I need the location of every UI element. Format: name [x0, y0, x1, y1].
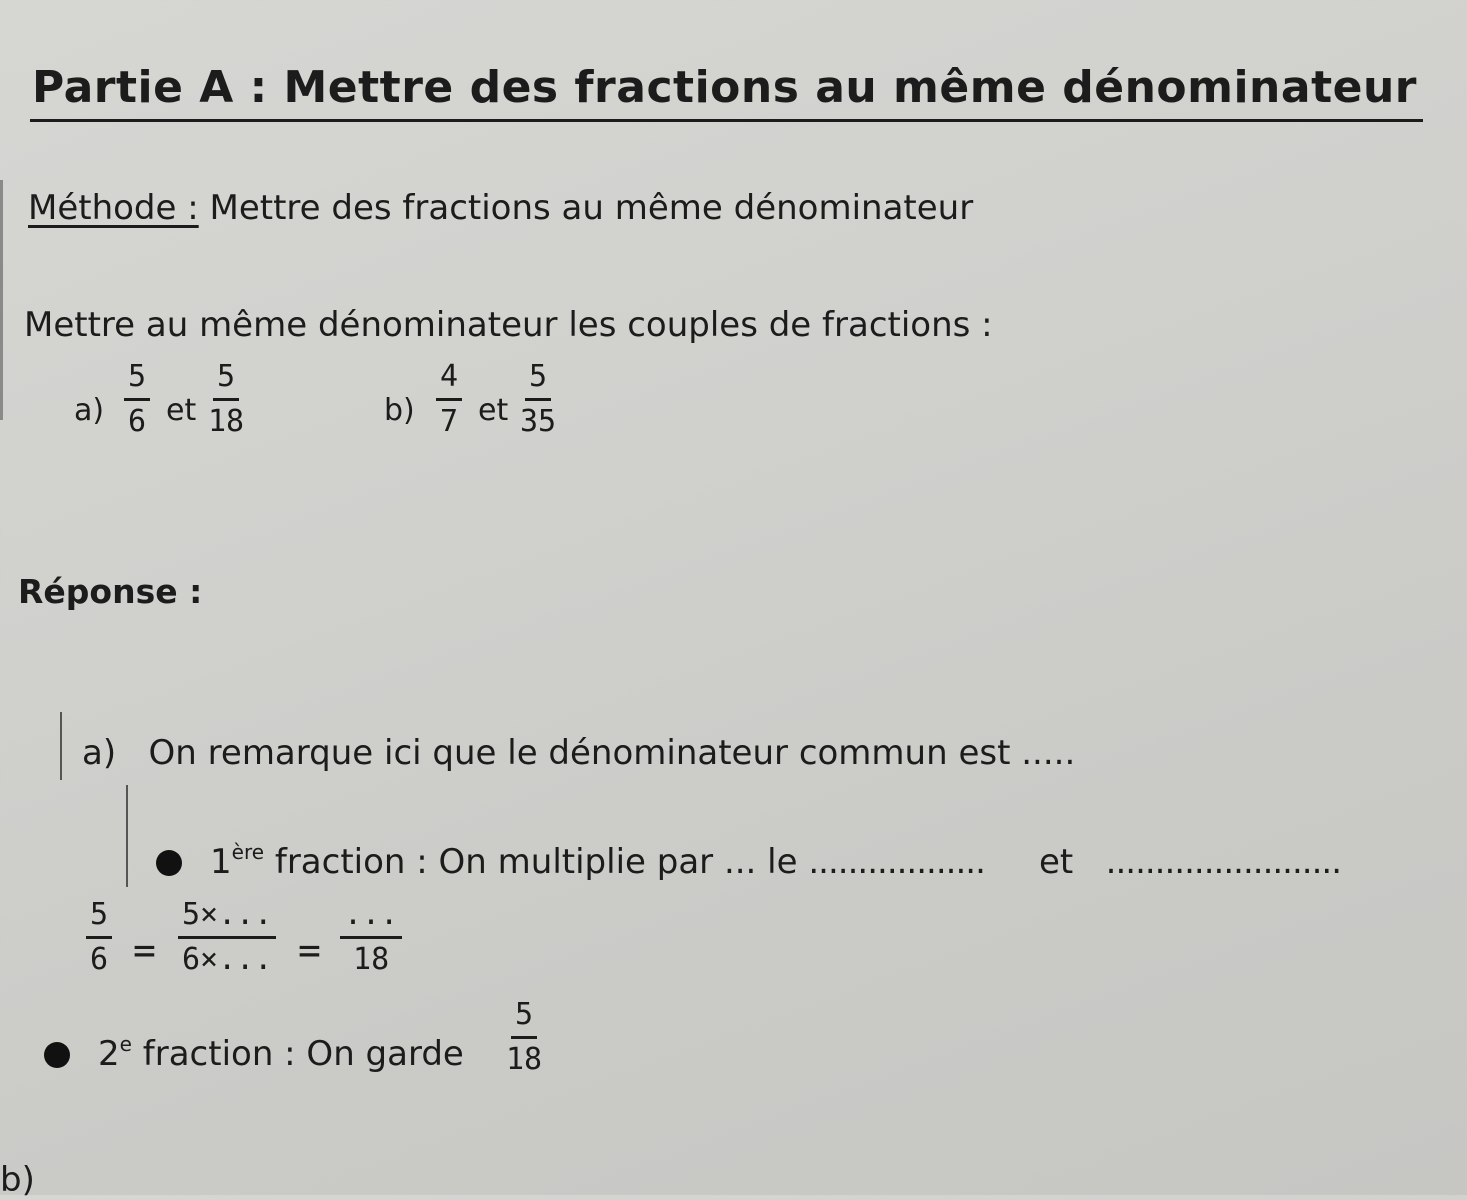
numerator: ...	[340, 900, 402, 939]
et-label: et	[478, 393, 509, 428]
fraction-5-6	[86, 897, 112, 977]
fraction-result	[340, 897, 402, 977]
blank-field: ..................	[808, 842, 985, 882]
reponse-heading: Réponse :	[18, 572, 203, 611]
blank-field: ........................	[1105, 842, 1342, 882]
denominator: 35	[520, 404, 557, 439]
numerator: 5	[124, 362, 150, 401]
item-number: 1	[210, 842, 232, 882]
denominator: 18	[353, 942, 390, 977]
numerator: 5	[525, 362, 551, 401]
methode-label: Méthode :	[28, 188, 199, 228]
fraction-5-35	[520, 359, 557, 439]
methode-heading	[28, 188, 973, 228]
answer-a-label: a)	[82, 733, 117, 773]
margin-line	[126, 785, 128, 887]
instruction: Mettre au même dénominateur les couples de fractions :	[24, 305, 993, 345]
answer-a-line	[82, 733, 1075, 773]
item-second-fraction	[98, 1032, 464, 1074]
et-label: et	[1038, 842, 1074, 882]
item-text: fraction : On multiplie par ... le	[264, 842, 809, 882]
denominator: 6×...	[182, 942, 273, 977]
exercise-a-label: a)	[74, 393, 105, 428]
denominator: 6	[90, 942, 109, 977]
item-superscript: e	[119, 1032, 132, 1056]
exercise-b-label: b)	[384, 393, 415, 428]
fraction-5-18	[208, 359, 245, 439]
et-label: et	[166, 393, 197, 428]
item-text: fraction : On garde	[131, 1034, 464, 1074]
numerator: 5	[86, 900, 112, 939]
answer-a-text: On remarque ici que le dénominateur commun est .....	[148, 733, 1076, 773]
numerator: 4	[436, 362, 462, 401]
methode-text: Mettre des fractions au même dénominateur	[198, 188, 974, 228]
fraction-multiply	[178, 897, 276, 977]
denominator: 6	[128, 404, 147, 439]
equals-sign: =	[298, 928, 321, 972]
fraction-5-6	[124, 359, 150, 439]
denominator: 18	[506, 1042, 543, 1077]
fraction-5-18	[506, 997, 543, 1077]
answer-b-label: b)	[0, 1160, 35, 1200]
numerator: 5	[511, 1000, 537, 1039]
bullet-icon	[44, 1042, 70, 1068]
fraction-4-7	[436, 359, 462, 439]
denominator: 7	[440, 404, 459, 439]
page-title: Partie A : Mettre des fractions au même dénominateur	[30, 62, 1423, 122]
numerator: 5	[213, 362, 239, 401]
bullet-icon	[156, 850, 182, 876]
denominator: 18	[208, 404, 245, 439]
item-number: 2	[98, 1034, 120, 1074]
item-first-fraction	[210, 840, 1341, 882]
margin-line	[0, 180, 3, 420]
margin-line	[60, 712, 62, 780]
item-superscript: ère	[231, 840, 265, 864]
numerator: 5×...	[178, 900, 276, 939]
equals-sign: =	[133, 928, 156, 972]
